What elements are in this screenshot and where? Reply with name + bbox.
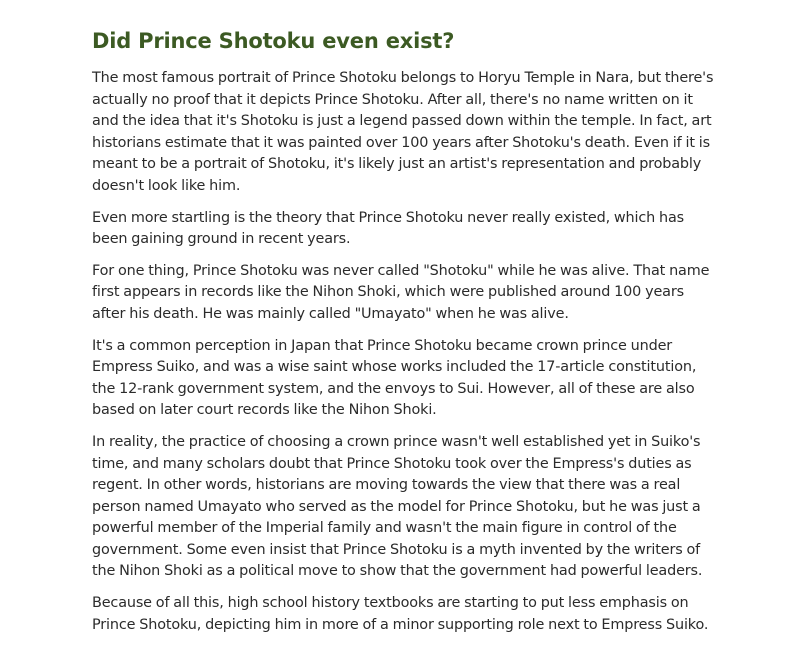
article-paragraph: Because of all this, high school history textbooks are starting to put less emphasis on Prince Shotoku, depicting him in more of a minor supporting role next to Empress Suiko. xyxy=(92,595,709,633)
article-paragraph: It's a common perception in Japan that Prince Shotoku became crown prince under Empress Suiko, and was a wise saint whose works included the 17-article constitution, the 12-rank government system, and the envoys to Sui. However, all of these are also based on later court records like the Nihon Shoki. xyxy=(92,337,697,419)
article-title: Did Prince Shotoku even exist? xyxy=(92,29,455,53)
article-paragraph: In reality, the practice of choosing a crown prince wasn't well established yet in Suiko's time, and many scholars doubt that Prince Shotoku took over the Empress's duties as regent. In other words, historians are moving towards the view that there was a real person named Umayato who served as the model for Prince Shotoku, but he was just a powerful member of the Imperial family and wasn't the main figure in control of the government. Some even insist that Prince Shotoku is a myth invented by the writers of the Nihon Shoki as a political move to show that the government had powerful leaders. xyxy=(92,433,703,580)
article-paragraph: The most famous portrait of Prince Shotoku belongs to Horyu Temple in Nara, but there's actually no proof that it depicts Prince Shotoku. After all, there's no name written on it and the idea that it's Shotoku is just a legend passed down within the temple. In fact, art historians estimate that it was painted over 100 years after Shotoku's death. Even if it is meant to be a portrait of Shotoku, it's likely just an artist's representation and probably doesn't look like him. xyxy=(92,70,714,194)
article xyxy=(92,26,720,646)
article-paragraph: For one thing, Prince Shotoku was never called "Shotoku" while he was alive. That name first appears in records like the Nihon Shoki, which were published around 100 years after his death. He was mainly called "Umayato" when he was alive. xyxy=(92,262,710,322)
article-paragraph: Even more startling is the theory that Prince Shotoku never really existed, which has been gaining ground in recent years. xyxy=(92,209,685,248)
